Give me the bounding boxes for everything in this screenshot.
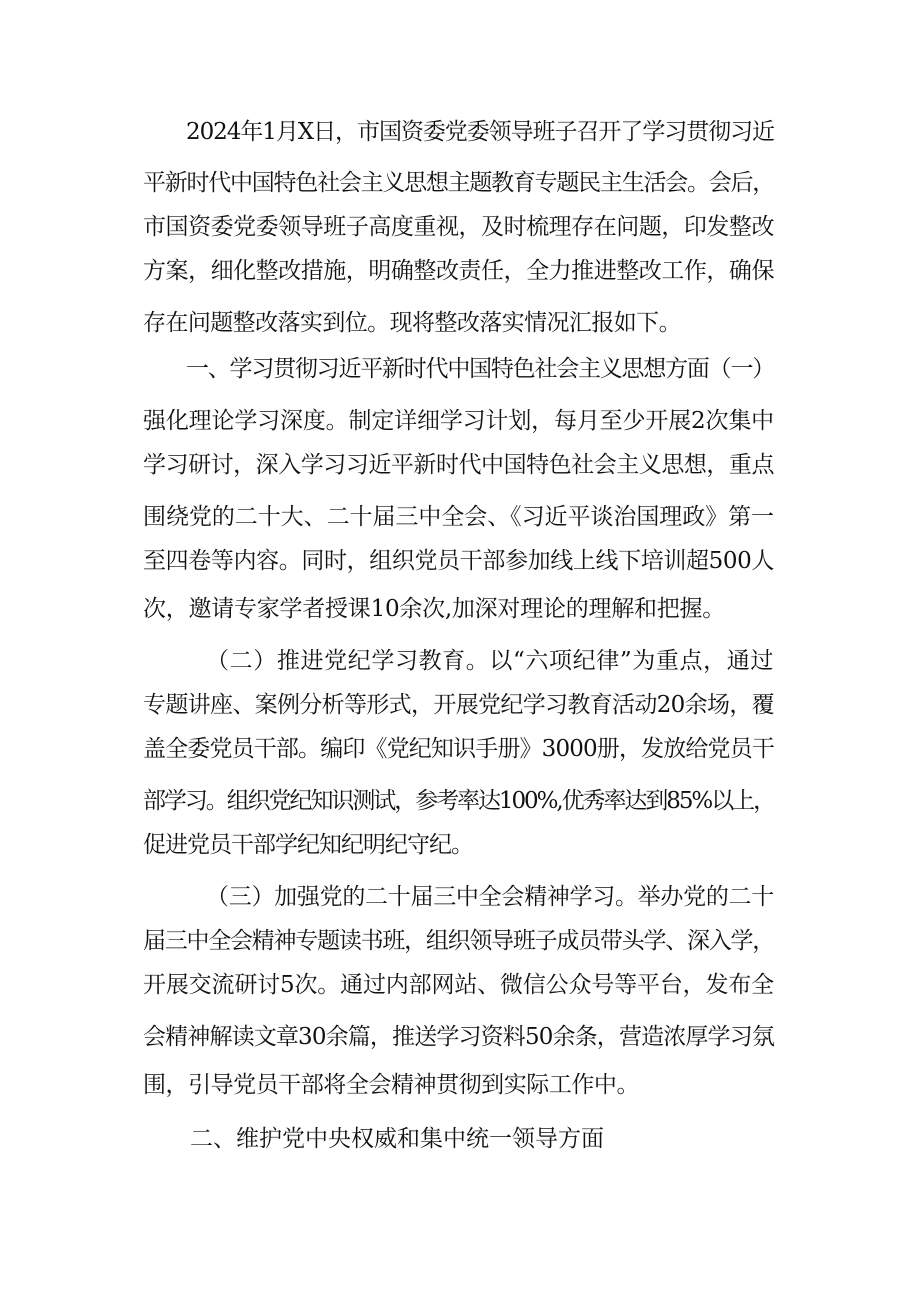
- text-line: 强化理论学习深度。制定详细学习计划，每月至少开展2次集中: [143, 408, 774, 434]
- text-line: 专题讲座、案例分析等形式，开展党纪学习教育活动20余场，覆: [143, 692, 774, 718]
- text-line: 一、学习贯彻习近平新时代中国特色社会主义思想方面（一）: [186, 356, 775, 382]
- text-line: 围绕党的二十大、二十届三中全会、《习近平谈治国理政》第一: [143, 504, 775, 530]
- text-line: 存在问题整改落实到位。现将整改落实情况汇报如下。: [143, 310, 682, 336]
- text-line: 方案，细化整改措施，明确整改责任，全力推进整改工作，确保: [143, 258, 775, 284]
- text-line: （三）加强党的二十届三中全会精神学习。举办党的二十: [206, 884, 774, 910]
- text-line: 市国资委党委领导班子高度重视，及时梳理存在问题，印发整改: [143, 214, 775, 240]
- text-line: 届三中全会精神专题读书班，组织领导班子成员带头学、深入学，: [143, 928, 774, 954]
- text-line: 促进党员干部学纪知纪明纪守纪。: [143, 832, 473, 858]
- text-line: 学习研讨，深入学习习近平新时代中国特色社会主义思想，重点: [143, 452, 775, 478]
- text-line: （二）推进党纪学习教育。以“六项纪律”为重点，通过: [206, 648, 774, 674]
- text-line: 平新时代中国特色社会主义思想主题教育专题民主生活会。会后，: [143, 170, 774, 196]
- text-line: 至四卷等内容。同时，组织党员干部参加线上线下培训超500人: [143, 548, 774, 574]
- text-line: 二、维护党中央权威和集中统一领导方面: [190, 1126, 604, 1152]
- text-line: 部学习。组织党纪知识测试，参考率达100%,优秀率达到85%以上，: [143, 788, 774, 814]
- text-line: 开展交流研讨5次。通过内部网站、微信公众号等平台，发布全: [143, 972, 774, 998]
- text-line: 2024年1月X日，市国资委党委领导班子召开了学习贯彻习近: [186, 119, 774, 145]
- text-line: 围，引导党员干部将全会精神贯彻到实际工作中。: [143, 1072, 640, 1098]
- text-line: 次，邀请专家学者授课10余次,加深对理论的理解和把握。: [143, 596, 725, 622]
- text-line: 会精神解读文章30余篇，推送学习资料50余条，营造浓厚学习氛: [143, 1024, 774, 1050]
- text-line: 盖全委党员干部。编印《党纪知识手册》3000册，发放给党员干: [143, 736, 774, 762]
